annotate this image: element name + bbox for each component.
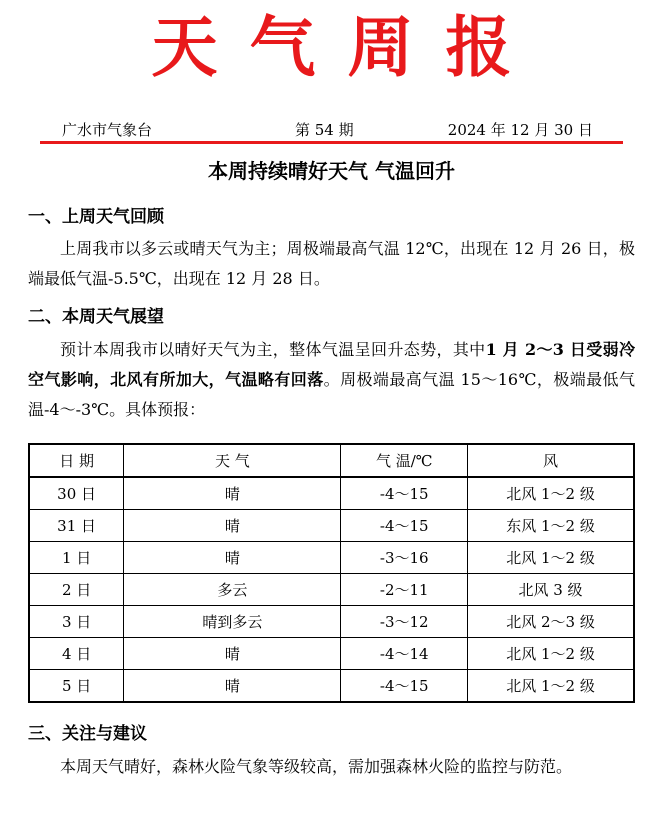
cell-date: 31 日 — [29, 510, 124, 542]
section-title-advice: 三、关注与建议 — [28, 724, 147, 744]
cell-temperature: -3～16 — [341, 542, 468, 574]
cell-weather: 晴 — [124, 510, 341, 542]
header-wind: 风 — [468, 444, 634, 477]
table-row — [29, 477, 634, 510]
outlook-text-b: 。周极端最高气温 15～16℃，极端最低气温-4～-3℃。具体预报： — [28, 370, 635, 419]
table-row — [29, 606, 634, 638]
table-header-row — [29, 444, 634, 477]
cell-date: 30 日 — [29, 477, 124, 510]
table-row — [29, 510, 634, 542]
cell-date: 3 日 — [29, 606, 124, 638]
masthead-title: 天气周报 — [151, 9, 544, 86]
cell-wind: 北风 3 级 — [468, 574, 634, 606]
cell-wind: 北风 2～3 级 — [468, 606, 634, 638]
cell-weather: 晴到多云 — [124, 606, 341, 638]
cell-temperature: -4～15 — [341, 670, 468, 703]
cell-temperature: -4～14 — [341, 638, 468, 670]
header-divider — [40, 141, 623, 144]
table-row — [29, 574, 634, 606]
cell-weather: 晴 — [124, 542, 341, 574]
cell-weather: 晴 — [124, 638, 341, 670]
header-date: 日 期 — [29, 444, 124, 477]
issuer: 广水市气象台 — [62, 121, 153, 139]
advice-paragraph: 本周天气晴好，森林火险气象等级较高，需加强森林火险的监控与防范。 — [60, 757, 573, 776]
outlook-paragraph — [28, 335, 635, 425]
cell-weather: 晴 — [124, 477, 341, 510]
header-weather: 天 气 — [124, 444, 341, 477]
cell-wind: 北风 1～2 级 — [468, 477, 634, 510]
cell-date: 4 日 — [29, 638, 124, 670]
outlook-text-bold: 1 月 2～3 日受弱冷空气影响，北风有所加大，气温略有回落 — [28, 340, 635, 389]
cell-wind: 北风 1～2 级 — [468, 670, 634, 703]
header-temperature: 气 温/℃ — [341, 444, 468, 477]
cell-wind: 北风 1～2 级 — [468, 542, 634, 574]
table-row — [29, 638, 634, 670]
section-title-outlook: 二、本周天气展望 — [28, 307, 164, 327]
cell-temperature: -3～12 — [341, 606, 468, 638]
cell-date: 1 日 — [29, 542, 124, 574]
cell-weather: 晴 — [124, 670, 341, 703]
issue-number: 第 54 期 — [295, 121, 354, 139]
issue-date: 2024 年 12 月 30 日 — [447, 121, 593, 139]
table-row — [29, 670, 634, 703]
cell-temperature: -4～15 — [341, 510, 468, 542]
cell-temperature: -2～11 — [341, 574, 468, 606]
section-title-review: 一、上周天气回顾 — [28, 207, 164, 227]
headline: 本周持续晴好天气 气温回升 — [208, 159, 455, 183]
cell-date: 2 日 — [29, 574, 124, 606]
issue-info-line — [40, 120, 623, 140]
cell-weather: 多云 — [124, 574, 341, 606]
cell-date: 5 日 — [29, 670, 124, 703]
cell-wind: 北风 1～2 级 — [468, 638, 634, 670]
forecast-table — [28, 443, 635, 703]
cell-wind: 东风 1～2 级 — [468, 510, 634, 542]
cell-temperature: -4～15 — [341, 477, 468, 510]
outlook-text-a: 预计本周我市以晴好天气为主，整体气温呈回升态势，其中 — [60, 340, 486, 359]
review-paragraph: 上周我市以多云或晴天气为主；周极端最高气温 12℃，出现在 12 月 26 日，极端最低气温-5.5℃，出现在 12 月 28 日。 — [28, 239, 635, 288]
table-row — [29, 542, 634, 574]
